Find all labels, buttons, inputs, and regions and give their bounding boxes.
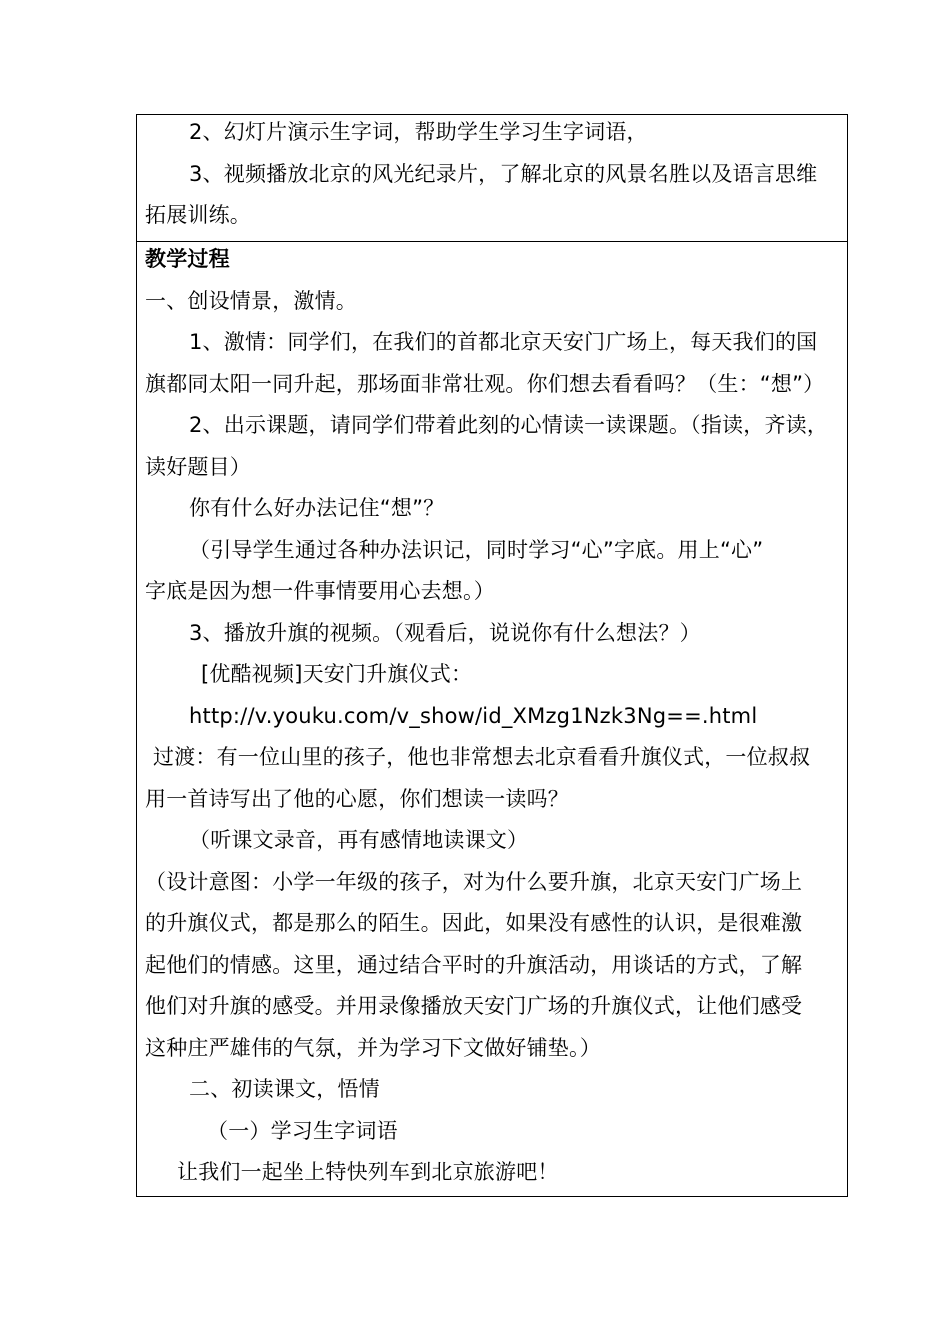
text-line: 3、视频播放北京的风光纪录片，了解北京的风景名胜以及语言思维	[189, 162, 818, 186]
text-line: 让我们一起坐上特快列车到北京旅游吧！	[177, 1160, 559, 1184]
text-line: 你有什么好办法记住“想”？	[189, 496, 445, 520]
text-line: 一、创设情景，激情。	[145, 289, 357, 313]
text-line: 拓展训练。	[145, 203, 251, 227]
text-line: 1、激情：同学们，在我们的首都北京天安门广场上，每天我们的国	[189, 330, 818, 354]
section-heading: 教学过程	[145, 247, 230, 271]
text-line: 读好题目）	[145, 455, 251, 479]
teaching-process-cell	[137, 242, 847, 1196]
text-line: 2、出示课题，请同学们带着此刻的心情读一读课题。（指读，齐读，	[189, 413, 829, 437]
text-line: 2、幻灯片演示生字词，帮助学生学习生字词语，	[189, 120, 648, 144]
text-line: 旗都同太阳一同升起，那场面非常壮观。你们想去看看吗？（生：“想”）	[145, 372, 825, 396]
lesson-plan-table	[136, 114, 848, 1197]
text-line: （设计意图：小学一年级的孩子，对为什么要升旗，北京天安门广场上	[145, 870, 803, 894]
teaching-methods-cell	[137, 115, 847, 242]
text-line: [优酷视频]天安门升旗仪式：	[201, 662, 473, 686]
text-line: 这种庄严雄伟的气氛，并为学习下文做好铺垫。）	[145, 1036, 601, 1060]
text-line: 用一首诗写出了他的心愿，你们想读一读吗？	[145, 787, 569, 811]
text-line: 起他们的情感。这里，通过结合平时的升旗活动，用谈话的方式，了解	[145, 953, 803, 977]
text-line: 3、播放升旗的视频。（观看后，说说你有什么想法？）	[189, 621, 701, 645]
text-line: 过渡：有一位山里的孩子，他也非常想去北京看看升旗仪式，一位叔叔	[153, 745, 811, 769]
text-line: 二、初读课文，悟情	[189, 1077, 380, 1101]
text-line: 他们对升旗的感受。并用录像播放天安门广场的升旗仪式，让他们感受	[145, 994, 803, 1018]
text-line: 字底是因为想一件事情要用心去想。）	[145, 579, 495, 603]
text-line: （听课文录音，再有感情地读课文）	[189, 828, 529, 852]
text-line: （一）学习生字词语	[207, 1119, 398, 1143]
text-line: 的升旗仪式，都是那么的陌生。因此，如果没有感性的认识，是很难激	[145, 911, 803, 935]
text-line: （引导学生通过各种办法识记，同时学习“心”字底。用上“心”	[189, 538, 764, 562]
video-url: http://v.youku.com/v_show/id_XMzg1Nzk3Ng==.html	[189, 704, 758, 728]
